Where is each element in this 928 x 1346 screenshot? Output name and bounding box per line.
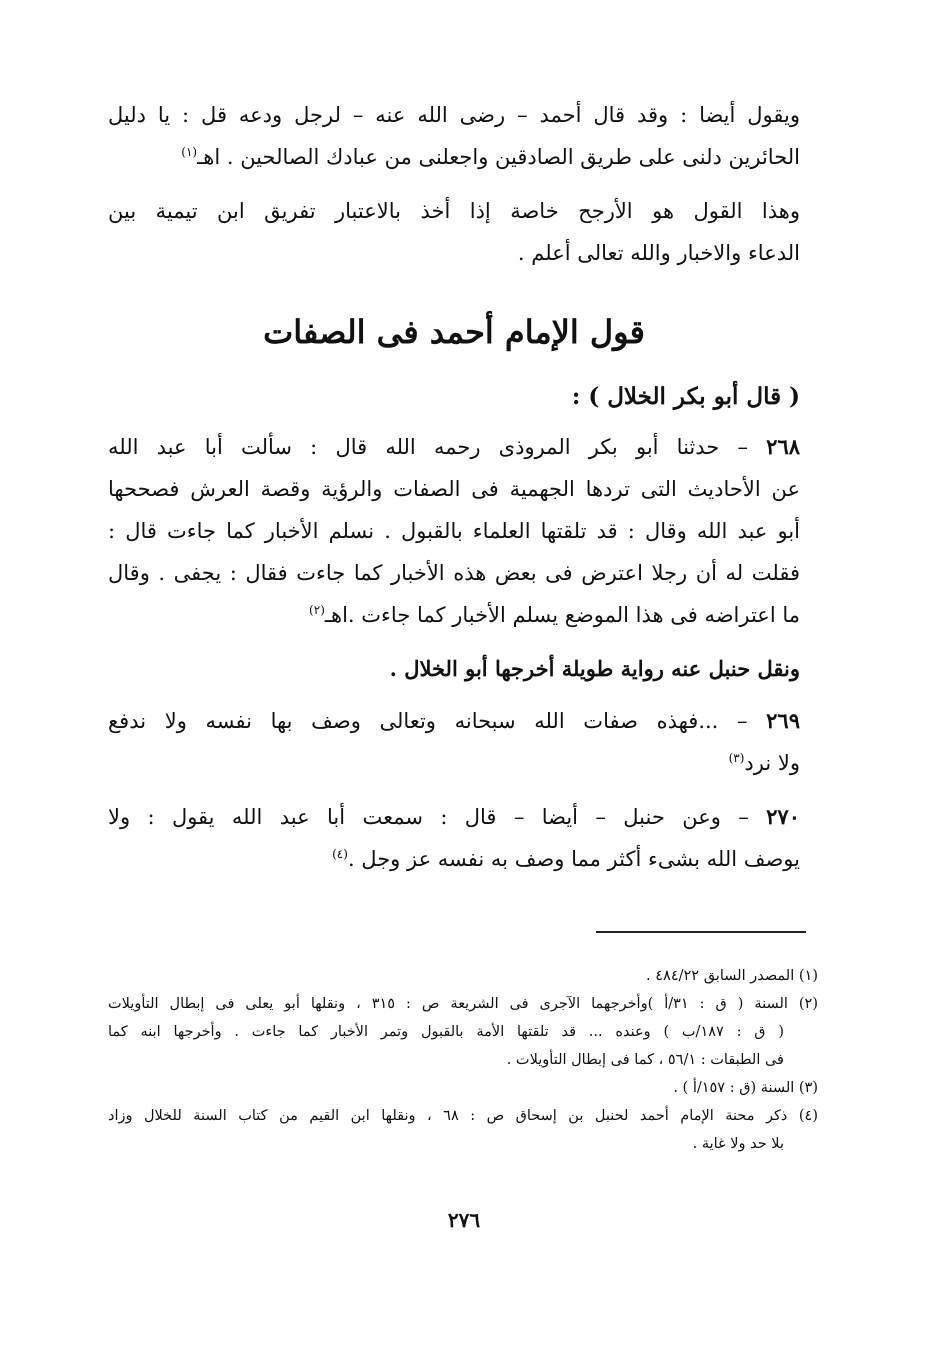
section-heading: قول الإمام أحمد فى الصفات [263, 313, 645, 351]
footnote-ref: (٣) [728, 751, 745, 765]
intro-paragraph-2 [108, 190, 800, 274]
text-line: الدعاء والاخبار والله تعالى أعلم . [517, 241, 800, 265]
text-line: ما اعتراضه فى هذا الموضع يسلم الأخبار كما جاءت .اهـ$^{(٢)}$ [309, 603, 800, 627]
text-line: ٢٦٩ – ...فهذه صفات الله سبحانه وتعالى وصف بها نفسه ولا ندفع [108, 708, 800, 733]
text-line: أبو عبد الله وقال : قد تلقتها العلماء بالقبول . نسلم الأخبار كما جاءت قال : [108, 519, 800, 543]
footnote-2-cont: ( ق : ١٨٧/ب ) وعنده ... قد تلقتها الأمة بالقبول وتمر الأخبار كما جاءت . وأخرجها ابنه كما [108, 1024, 784, 1040]
narration-number: ٢٧٠ [766, 804, 800, 829]
hanbal-note: ونقل حنبل عنه رواية طويلة أخرجها أبو الخلال . [389, 656, 800, 681]
narration-270 [108, 796, 800, 880]
text-line: ٢٦٨ – حدثنا أبو بكر المروذى رحمه الله قال : سألت أبا عبد الله [108, 434, 800, 459]
footnote-4: (٤) ذكر محنة الإمام أحمد لحنبل بن إسحاق ص : ٦٨ ، ونقلها ابن القيم من كتاب السنة للخلال وزاد [108, 1108, 818, 1124]
footnote-2: (٢) السنة ( ق : ٣١/أ )وأخرجهما الآجرى فى الشريعة ص : ٣١٥ ، ونقلها أبو يعلى فى إبطال التأويلات [108, 996, 818, 1012]
footnote-2-cont: فى الطبقات : ٥٦/١ ، كما فى إبطال التأويلات . [506, 1052, 784, 1068]
footnote-separator [596, 931, 806, 933]
footnote-1: (١) المصدر السابق ٤٨٤/٢٢ . [646, 968, 818, 984]
footnote-4-cont: بلا حد ولا غاية . [692, 1136, 784, 1152]
text-line: يوصف الله بشىء أكثر مما وصف به نفسه عز وجل .$^{(٤)}$ [332, 847, 800, 871]
narration-number: ٢٦٩ [766, 708, 800, 733]
narration-268 [108, 426, 800, 636]
narration-269 [108, 700, 800, 784]
footnote-ref: (٢) [309, 603, 325, 617]
text-line: ٢٧٠ – وعن حنبل – أيضا – قال : سمعت أبا عبد الله يقول : ولا [108, 804, 800, 829]
text-line: فقلت له أن رجلا اعترض فى بعض هذه الأخبار كما جاءت فقال : يجفى . وقال [108, 561, 800, 585]
narration-number: ٢٦٨ [766, 434, 800, 459]
footnote-3: (٣) السنة (ق : ١٥٧/أ ) . [673, 1080, 818, 1096]
text-line: الحائرين دلنى على طريق الصادقين واجعلنى من عبادك الصالحين . اهـ$^{(١)}$ [181, 145, 800, 169]
text-line: ولا نرد$^{(٣)}$ [728, 751, 800, 775]
footnote-ref: (٤) [332, 847, 348, 861]
page-number: ٢٧٦ [447, 1208, 481, 1232]
intro-paragraph-1 [108, 94, 800, 178]
text-line: وهذا القول هو الأرجح خاصة إذا أخذ بالاعتبار تفريق ابن تيمية بين [108, 199, 800, 223]
text-line: ويقول أيضا : وقد قال أحمد – رضى الله عنه – لرجل ودعه قل : يا دليل [108, 103, 800, 127]
footnotes [108, 962, 818, 1158]
text-line: عن الأحاديث التى تردها الجهمية فى الصفات والرؤية وقصة العرش فصححها [108, 477, 800, 501]
footnote-ref: (١) [181, 145, 198, 159]
subheading: ( قال أبو بكر الخلال ) : [571, 383, 800, 410]
